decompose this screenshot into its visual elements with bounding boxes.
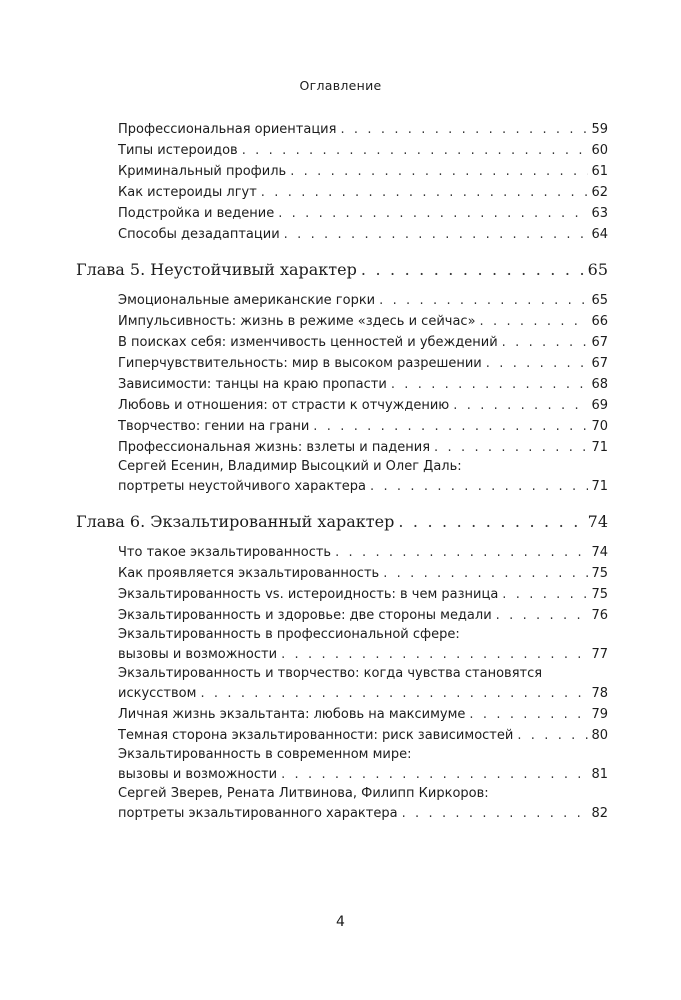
dot-leader	[453, 395, 588, 416]
entry-title: Как истероиды лгут	[118, 185, 257, 200]
toc-entry-row[interactable]	[118, 563, 608, 584]
toc-entry-row[interactable]	[118, 182, 608, 203]
entry-page-number: 74	[587, 512, 608, 531]
entry-title: Любовь и отношения: от страсти к отчуждению	[118, 398, 450, 413]
entry-title: Темная сторона экзальтированности: риск зависимостей	[118, 728, 514, 743]
toc-entry[interactable]	[118, 416, 608, 437]
toc-entry-row[interactable]	[118, 353, 608, 374]
entry-page-number: 77	[591, 647, 608, 662]
toc-entry-row[interactable]	[118, 332, 608, 353]
toc-entry[interactable]	[118, 332, 608, 353]
entry-title: портреты неустойчивого характера	[118, 479, 366, 494]
dot-leader	[391, 374, 589, 395]
chapter-heading[interactable]	[76, 511, 608, 533]
entry-title: Что такое экзальтированность	[118, 545, 332, 560]
entry-page-number: 74	[591, 545, 608, 560]
entry-title: Типы истероидов	[118, 143, 238, 158]
entry-title: Личная жизнь экзальтанта: любовь на максимуме	[118, 707, 466, 722]
entry-title: Глава 5. Неустойчивый характер	[76, 260, 357, 279]
dot-leader	[502, 332, 589, 353]
toc-entry-row[interactable]	[118, 803, 608, 824]
dot-leader	[281, 764, 588, 785]
entry-title: Экзальтированность и здоровье: две стороны медали	[118, 608, 492, 623]
toc-entry[interactable]	[118, 626, 608, 665]
toc-entry-row[interactable]	[118, 224, 608, 245]
entry-page-number: 67	[591, 356, 608, 371]
page-number: 4	[336, 914, 345, 930]
section-spacer	[76, 497, 608, 511]
dot-leader	[383, 563, 588, 584]
toc-entry[interactable]	[118, 374, 608, 395]
toc-entry-row[interactable]	[118, 476, 608, 497]
entry-page-number: 76	[591, 608, 608, 623]
entry-title: Импульсивность: жизнь в режиме «здесь и сейчас»	[118, 314, 476, 329]
toc-entry[interactable]	[118, 704, 608, 725]
dot-leader	[370, 476, 588, 497]
toc-entry-row[interactable]	[118, 764, 608, 785]
toc-entry[interactable]	[118, 605, 608, 626]
dot-leader	[278, 203, 588, 224]
section-spacer	[76, 245, 608, 259]
toc-entry-row[interactable]	[118, 704, 608, 725]
entry-title: Гиперчувствительность: мир в высоком разрешении	[118, 356, 482, 371]
toc-entry[interactable]	[118, 785, 608, 824]
toc-entry-row[interactable]	[118, 395, 608, 416]
dot-leader	[281, 644, 588, 665]
entry-title: Способы дезадаптации	[118, 227, 280, 242]
toc-entry[interactable]	[118, 119, 608, 140]
entry-page-number: 65	[591, 293, 608, 308]
dot-leader	[261, 182, 589, 203]
entry-page-number: 61	[591, 164, 608, 179]
dot-leader	[379, 290, 588, 311]
toc-entry[interactable]	[118, 290, 608, 311]
entry-title-line: Экзальтированность в профессиональной сфере:	[118, 627, 460, 642]
entry-page-number: 59	[591, 122, 608, 137]
entry-page-number: 69	[591, 398, 608, 413]
toc-entry-row[interactable]	[118, 119, 608, 140]
entry-title: вызовы и возможности	[118, 647, 278, 662]
entry-title: Подстройка и ведение	[118, 206, 275, 221]
entry-page-number: 63	[591, 206, 608, 221]
entry-title: Творчество: гении на грани	[118, 419, 310, 434]
entry-title: В поисках себя: изменчивость ценностей и убеждений	[118, 335, 498, 350]
toc-entry[interactable]	[118, 437, 608, 458]
dot-leader	[480, 311, 589, 332]
entry-page-number: 79	[591, 707, 608, 722]
toc-entry[interactable]	[118, 203, 608, 224]
dot-leader	[313, 416, 588, 437]
toc-section	[76, 542, 608, 824]
entry-page-number: 81	[591, 767, 608, 782]
toc-entry-row[interactable]	[118, 140, 608, 161]
toc-entry[interactable]	[118, 563, 608, 584]
entry-page-number: 80	[591, 728, 608, 743]
toc-entry[interactable]	[118, 140, 608, 161]
toc-entry[interactable]	[118, 542, 608, 563]
toc-entry[interactable]	[118, 584, 608, 605]
entry-page-number: 70	[591, 419, 608, 434]
entry-page-number: 64	[591, 227, 608, 242]
entry-title: Зависимости: танцы на краю пропасти	[118, 377, 387, 392]
dot-leader	[398, 511, 584, 533]
dot-leader	[335, 542, 588, 563]
toc-entry[interactable]	[118, 353, 608, 374]
entry-page-number: 82	[591, 806, 608, 821]
entry-title-line: Сергей Есенин, Владимир Высоцкий и Олег Даль:	[118, 459, 462, 474]
entry-page-number: 62	[591, 185, 608, 200]
running-header: Оглавление	[299, 78, 382, 93]
toc-entry-row[interactable]	[118, 311, 608, 332]
entry-page-number: 66	[591, 314, 608, 329]
entry-title: Криминальный профиль	[118, 164, 287, 179]
dot-leader	[496, 605, 589, 626]
entry-title: Экзальтированность vs. истероидность: в чем разница	[118, 587, 499, 602]
toc-entry[interactable]	[118, 665, 608, 704]
dot-leader	[242, 140, 589, 161]
dot-leader	[434, 437, 588, 458]
toc-entry[interactable]	[118, 311, 608, 332]
dot-leader	[517, 725, 588, 746]
entry-title: вызовы и возможности	[118, 767, 278, 782]
entry-page-number: 68	[591, 377, 608, 392]
chapter-spacer	[76, 533, 608, 542]
toc-entry-row[interactable]	[118, 203, 608, 224]
dot-leader	[290, 161, 588, 182]
dot-leader	[469, 704, 588, 725]
entry-title: Профессиональная ориентация	[118, 122, 337, 137]
toc-entry[interactable]	[118, 458, 608, 497]
entry-page-number: 71	[591, 440, 608, 455]
toc-entry[interactable]	[118, 224, 608, 245]
toc-entry-row[interactable]	[118, 605, 608, 626]
toc-section	[76, 290, 608, 497]
toc-entry-row[interactable]	[118, 437, 608, 458]
toc-entry-row[interactable]	[118, 725, 608, 746]
toc-entry-row[interactable]	[118, 683, 608, 704]
entry-title-line: Экзальтированность и творчество: когда чувства становятся	[118, 666, 543, 681]
entry-title-line: Сергей Зверев, Рената Литвинова, Филипп Киркоров:	[118, 786, 489, 801]
toc-entry-row[interactable]	[118, 374, 608, 395]
dot-leader	[200, 683, 588, 704]
dot-leader	[486, 353, 589, 374]
entry-title: Профессиональная жизнь: взлеты и падения	[118, 440, 431, 455]
toc-entry-row[interactable]	[118, 290, 608, 311]
dot-leader	[402, 803, 589, 824]
chapter-heading[interactable]	[76, 259, 608, 281]
entry-title: Как проявляется экзальтированность	[118, 566, 380, 581]
entry-page-number: 75	[591, 587, 608, 602]
table-of-contents	[76, 119, 608, 824]
toc-section	[76, 119, 608, 245]
dot-leader	[361, 259, 585, 281]
toc-entry[interactable]	[118, 161, 608, 182]
toc-entry[interactable]	[118, 746, 608, 785]
dot-leader	[284, 224, 589, 245]
entry-title-line: Экзальтированность в современном мире:	[118, 747, 412, 762]
entry-page-number: 60	[591, 143, 608, 158]
entry-page-number: 67	[591, 335, 608, 350]
entry-page-number: 65	[587, 260, 608, 279]
toc-entry[interactable]	[118, 182, 608, 203]
entry-page-number: 78	[591, 686, 608, 701]
toc-entry[interactable]	[118, 395, 608, 416]
chapter-spacer	[76, 281, 608, 290]
entry-title: Эмоциональные американские горки	[118, 293, 376, 308]
toc-entry-row[interactable]	[118, 416, 608, 437]
entry-page-number: 71	[591, 479, 608, 494]
entry-page-number: 75	[591, 566, 608, 581]
entry-title: портреты экзальтированного характера	[118, 806, 398, 821]
entry-title: искусством	[118, 686, 197, 701]
toc-entry-row[interactable]	[118, 644, 608, 665]
toc-entry-row[interactable]	[118, 542, 608, 563]
dot-leader	[502, 584, 588, 605]
toc-entry-row[interactable]	[118, 161, 608, 182]
toc-entry-row[interactable]	[118, 584, 608, 605]
dot-leader	[340, 119, 588, 140]
entry-title: Глава 6. Экзальтированный характер	[76, 512, 395, 531]
toc-entry[interactable]	[118, 725, 608, 746]
